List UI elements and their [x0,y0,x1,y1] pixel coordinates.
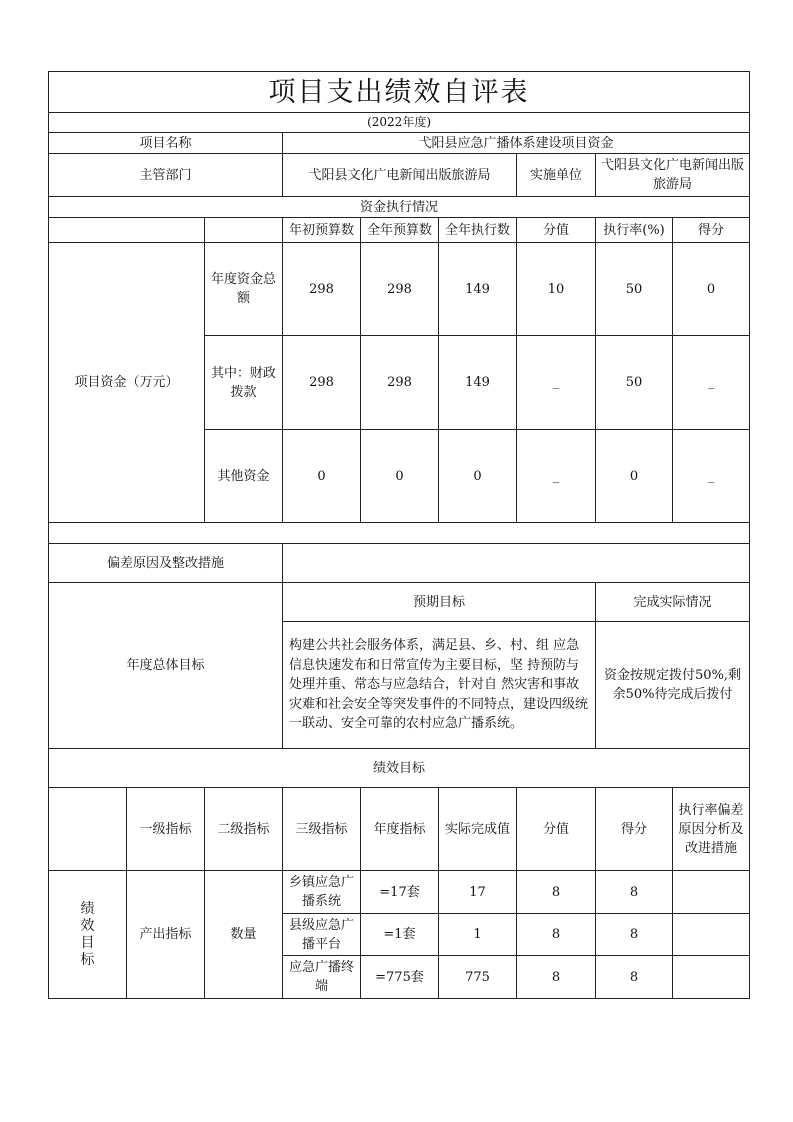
perf-title: 绩效目标 [49,749,750,788]
annual-goal-label: 年度总体目标 [49,583,283,749]
actual-label: 完成实际情况 [596,583,750,622]
actual-text: 资金按规定拨付50%,剩余50%待完成后拨付 [596,622,750,749]
fund-row-label: 年度资金总额 [205,243,283,336]
perf-indicator: 县级应急广播平台 [283,914,361,956]
perf-indicator: 乡镇应急广播系统 [283,871,361,914]
perf-score: 8 [596,956,673,999]
spacer-row [49,523,750,544]
fund-cell: 298 [361,243,439,336]
fund-cell: 298 [361,336,439,430]
fund-row-label: 其他资金 [205,430,283,523]
perf-header: 执行率偏差原因分析及改进措施 [673,788,750,871]
perf-score-value: 8 [517,914,596,956]
fund-header: 全年预算数 [361,218,439,243]
perf-reason [673,956,750,999]
perf-header: 分值 [517,788,596,871]
perf-score: 8 [596,914,673,956]
project-name-label: 项目名称 [49,133,283,154]
page-title: 项目支出绩效自评表 [49,72,750,113]
fund-cell: _ [517,336,596,430]
expected-goal-text: 构建公共社会服务体系，满足县、乡、村、组 应急信息快速发布和日常宣传为主要目标，坚 持预防与处理并重、常态与应急结合，针对自 然灾害和事故灾难和社会安全等突发事件的不同特点，建设四级统一联动、安全可靠的农村应急广播系统。 [283,622,596,749]
fund-cell: 0 [283,430,361,523]
fund-cell: 149 [439,243,517,336]
dept-value: 弋阳县文化广电新闻出版旅游局 [283,154,517,197]
perf-side-cell [49,871,127,999]
perf-target: =1套 [361,914,439,956]
impl-value: 弋阳县文化广电新闻出版旅游局 [596,154,750,197]
fund-cell: 10 [517,243,596,336]
perf-level2: 数量 [205,871,283,999]
perf-side-label: 绩效目标 [80,900,95,968]
project-name: 弋阳县应急广播体系建设项目资金 [283,133,750,154]
fund-label: 项目资金（万元） [49,243,205,523]
perf-header: 年度指标 [361,788,439,871]
fund-cell: 298 [283,336,361,430]
fund-cell: 298 [283,243,361,336]
fund-cell: 0 [361,430,439,523]
fund-cell: _ [673,336,750,430]
perf-indicator: 应急广播终端 [283,956,361,999]
fund-header: 年初预算数 [283,218,361,243]
fund-header-empty [205,218,283,243]
perf-target: =17套 [361,871,439,914]
perf-header: 实际完成值 [439,788,517,871]
perf-header-blank [49,788,127,871]
fund-header: 全年执行数 [439,218,517,243]
fund-header: 分值 [517,218,596,243]
deviation-value [283,544,750,583]
fund-cell: 50 [596,336,673,430]
fund-cell: 0 [439,430,517,523]
perf-actual: 1 [439,914,517,956]
perf-score-value: 8 [517,871,596,914]
perf-score-value: 8 [517,956,596,999]
perf-actual: 17 [439,871,517,914]
perf-level1: 产出指标 [127,871,205,999]
perf-header: 一级指标 [127,788,205,871]
perf-reason [673,871,750,914]
perf-target: =775套 [361,956,439,999]
perf-header: 三级指标 [283,788,361,871]
fund-cell: 50 [596,243,673,336]
fund-row-label: 其中：财政拨款 [205,336,283,430]
fund-cell: _ [673,430,750,523]
evaluation-table [48,71,750,999]
evaluation-sheet [48,71,749,999]
deviation-label: 偏差原因及整改措施 [49,544,283,583]
fund-exec-title: 资金执行情况 [49,197,750,218]
fund-header: 得分 [673,218,750,243]
perf-header: 二级指标 [205,788,283,871]
perf-reason [673,914,750,956]
fund-header: 执行率(%) [596,218,673,243]
fund-cell: 149 [439,336,517,430]
year-label: (2022年度) [49,113,750,133]
fund-cell: 0 [596,430,673,523]
dept-label: 主管部门 [49,154,283,197]
expected-goal-label: 预期目标 [283,583,596,622]
perf-score: 8 [596,871,673,914]
fund-header-blank [49,218,205,243]
perf-actual: 775 [439,956,517,999]
fund-cell: 0 [673,243,750,336]
perf-header: 得分 [596,788,673,871]
impl-label: 实施单位 [517,154,596,197]
fund-cell: _ [517,430,596,523]
